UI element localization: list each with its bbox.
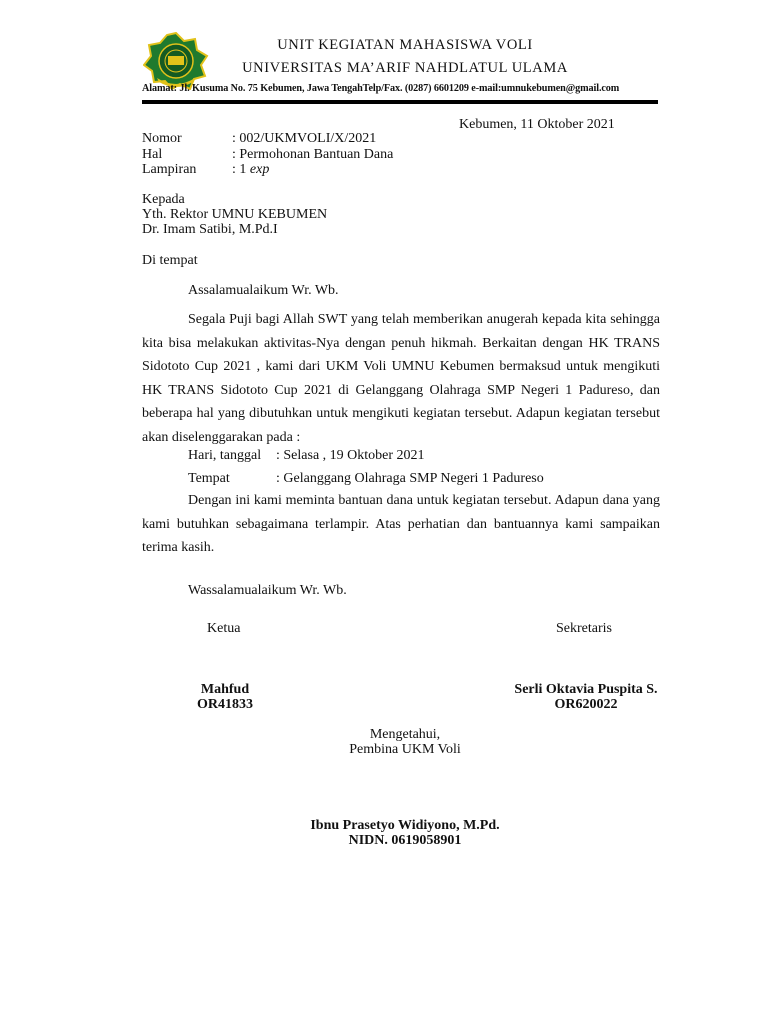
signature-left-name: Mahfud bbox=[200, 682, 250, 697]
recipient-line3: Dr. Imam Satibi, M.Pd.I bbox=[142, 222, 278, 237]
body-paragraph-1 bbox=[142, 308, 660, 449]
signature-left-role: Ketua bbox=[207, 621, 241, 636]
advisor-id: NIDN. 0619058901 bbox=[348, 833, 462, 848]
event-label: Hari, tanggal bbox=[188, 448, 262, 463]
event-label: Tempat bbox=[188, 471, 230, 486]
recipient-line1: Kepada bbox=[142, 192, 185, 207]
body-paragraph-1-text: Segala Puji bagi Allah SWT yang telah memberikan anugerah kepada kita sehingga kita bisa melakukan aktivitas-Nya dengan penuh hikmah. Berkaitan dengan HK TRANS Sidototo Cup 2021 , kami dari UKM Voli UMNU Kebumen bermaksud untuk mengikuti HK TRANS Sidototo Cup 2021 di Gelanggang Olahraga SMP Negeri 1 Padureso, dan beberapa hal yang dibutuhkan untuk mengikuti kegiatan tersebut. Adapun kegiatan tersebut akan diselenggarakan pada : bbox=[142, 312, 660, 445]
signature-right-name: Serli Oktavia Puspita S. bbox=[514, 682, 658, 697]
advisor-role: Pembina UKM Voli bbox=[349, 742, 461, 757]
signature-right-id: OR620022 bbox=[554, 697, 618, 712]
signature-right-role: Sekretaris bbox=[556, 621, 612, 636]
event-value: : Selasa , 19 Oktober 2021 bbox=[276, 448, 425, 463]
university-logo bbox=[143, 32, 209, 90]
org-name-line2: UNIVERSITAS MA’ARIF NAHDLATUL ULAMA bbox=[242, 60, 568, 76]
meta-label: Nomor bbox=[142, 131, 182, 146]
recipient-line4: Di tempat bbox=[142, 253, 198, 268]
org-name-line1: UNIT KEGIATAN MAHASISWA VOLI bbox=[277, 37, 533, 53]
closing: Wassalamualaikum Wr. Wb. bbox=[188, 583, 347, 598]
meta-row-nomor bbox=[142, 131, 542, 147]
meta-row-hal bbox=[142, 147, 542, 163]
place-date: Kebumen, 11 Oktober 2021 bbox=[459, 117, 615, 132]
meta-value: : Permohonan Bantuan Dana bbox=[232, 147, 394, 162]
body-paragraph-2 bbox=[142, 489, 660, 560]
signature-left-id: OR41833 bbox=[197, 697, 253, 712]
greeting: Assalamualaikum Wr. Wb. bbox=[188, 283, 339, 298]
meta-row-lampiran bbox=[142, 162, 542, 178]
meta-value: : 1 bbox=[232, 162, 250, 177]
org-address: Alamat: Jl. Kusuma No. 75 Kebumen, Jawa TengahTelp/Fax. (0287) 6601209 e-mail:umnukebumen@gmail.com bbox=[142, 83, 620, 94]
meta-value-italic: exp bbox=[249, 162, 270, 177]
meta-label: Hal bbox=[142, 147, 163, 162]
event-row-date bbox=[188, 448, 608, 464]
advisor-name: Ibnu Prasetyo Widiyono, M.Pd. bbox=[310, 818, 500, 833]
recipient-line2: Yth. Rektor UMNU KEBUMEN bbox=[142, 207, 328, 222]
acknowledge-label: Mengetahui, bbox=[369, 727, 441, 742]
body-paragraph-2-text: Dengan ini kami meminta bantuan dana untuk kegiatan tersebut. Adapun dana yang kami butuhkan sebagaimana terlampir. Atas perhatian dan bantuannya kami sampaikan terima kasih. bbox=[142, 493, 660, 555]
meta-value: : 002/UKMVOLI/X/2021 bbox=[232, 131, 377, 146]
event-value: : Gelanggang Olahraga SMP Negeri 1 Padureso bbox=[276, 471, 544, 486]
meta-label: Lampiran bbox=[142, 162, 197, 177]
header-divider bbox=[142, 100, 658, 104]
event-row-place bbox=[188, 471, 608, 487]
